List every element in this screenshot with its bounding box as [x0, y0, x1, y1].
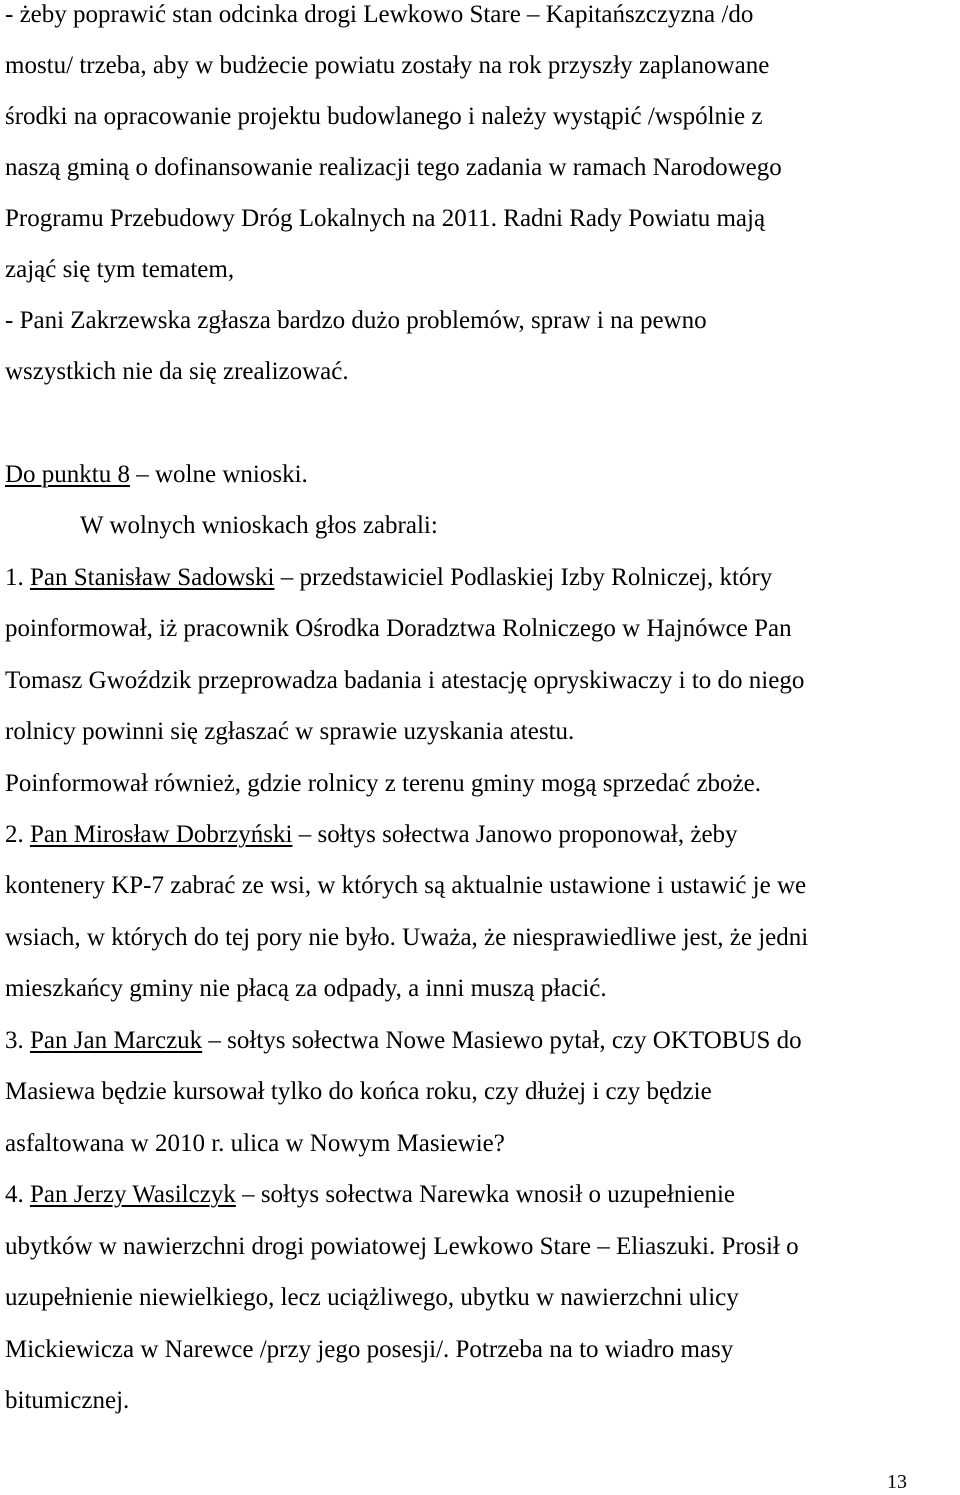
item-text: – sołtys sołectwa Narewka wnosił o uzupełnienie	[235, 1181, 735, 1208]
text-line: Programu Przebudowy Dróg Lokalnych na 2011. Radni Rady Powiatu mają	[5, 205, 766, 232]
text-line: Mickiewicza w Narewce /przy jego posesji/. Potrzeba na to wiadro masy	[5, 1336, 734, 1363]
text-line: bitumicznej.	[5, 1387, 130, 1414]
text-line: - Pani Zakrzewska zgłasza bardzo dużo problemów, spraw i na pewno	[5, 307, 707, 334]
item-number: 4.	[5, 1181, 30, 1208]
text-line: uzupełnienie niewielkiego, lecz uciążliwego, ubytku w nawierzchni ulicy	[5, 1284, 739, 1311]
item-number: 3.	[5, 1027, 30, 1054]
text-line: Tomasz Gwoździk przeprowadza badania i atestację opryskiwaczy i to do niego	[5, 667, 805, 694]
item-text: – przedstawiciel Podlaskiej Izby Rolniczej, który	[274, 564, 773, 591]
text-line: mostu/ trzeba, aby w budżecie powiatu zostały na rok przyszły zaplanowane	[5, 52, 770, 79]
text-line: naszą gminą o dofinansowanie realizacji tego zadania w ramach Narodowego	[5, 154, 782, 181]
speaker-name: Pan Jerzy Wasilczyk	[30, 1181, 236, 1208]
text-line: wsiach, w których do tej pory nie było. Uważa, że niesprawiedliwe jest, że jedni	[5, 924, 809, 951]
item-number: 1.	[5, 564, 30, 591]
text-line: rolnicy powinni się zgłaszać w sprawie uzyskania atestu.	[5, 718, 575, 745]
text-line: środki na opracowanie projektu budowlanego i należy wystąpić /wspólnie z	[5, 103, 763, 130]
item-text: – sołtys sołectwa Janowo proponował, żeby	[292, 821, 738, 848]
section-intro: W wolnych wnioskach głos zabrali:	[80, 512, 438, 539]
list-item-first-line	[5, 1026, 802, 1056]
text-line: Poinformował również, gdzie rolnicy z terenu gminy mogą sprzedać zboże.	[5, 770, 761, 797]
text-line: asfaltowana w 2010 r. ulica w Nowym Masiewie?	[5, 1130, 505, 1157]
text-line: mieszkańcy gminy nie płacą za odpady, a inni muszą płacić.	[5, 975, 607, 1002]
item-text: – sołtys sołectwa Nowe Masiewo pytał, czy OKTOBUS do	[202, 1027, 802, 1054]
text-line: Masiewa będzie kursował tylko do końca roku, czy dłużej i czy będzie	[5, 1078, 712, 1105]
text-line: wszystkich nie da się zrealizować.	[5, 358, 349, 385]
text-line: zająć się tym tematem,	[5, 256, 235, 283]
list-item-first-line	[5, 563, 772, 593]
text-line: ubytków w nawierzchni drogi powiatowej Lewkowo Stare – Eliaszuki. Prosił o	[5, 1233, 799, 1260]
speaker-name: Pan Stanisław Sadowski	[30, 564, 275, 591]
text-line: - żeby poprawić stan odcinka drogi Lewkowo Stare – Kapitańszczyzna /do	[5, 1, 754, 28]
section-heading	[5, 460, 308, 490]
section-heading-label: Do punktu 8	[5, 461, 130, 488]
list-item-first-line	[5, 1180, 735, 1210]
list-item-first-line	[5, 820, 738, 850]
item-number: 2.	[5, 821, 30, 848]
page-number: 13	[887, 1471, 907, 1493]
text-line: kontenery KP-7 zabrać ze wsi, w których są aktualnie ustawione i ustawić je we	[5, 872, 807, 899]
speaker-name: Pan Jan Marczuk	[30, 1027, 203, 1054]
section-heading-rest: – wolne wnioski.	[130, 461, 308, 488]
speaker-name: Pan Mirosław Dobrzyński	[30, 821, 293, 848]
text-line: poinformował, iż pracownik Ośrodka Doradztwa Rolniczego w Hajnówce Pan	[5, 615, 792, 642]
